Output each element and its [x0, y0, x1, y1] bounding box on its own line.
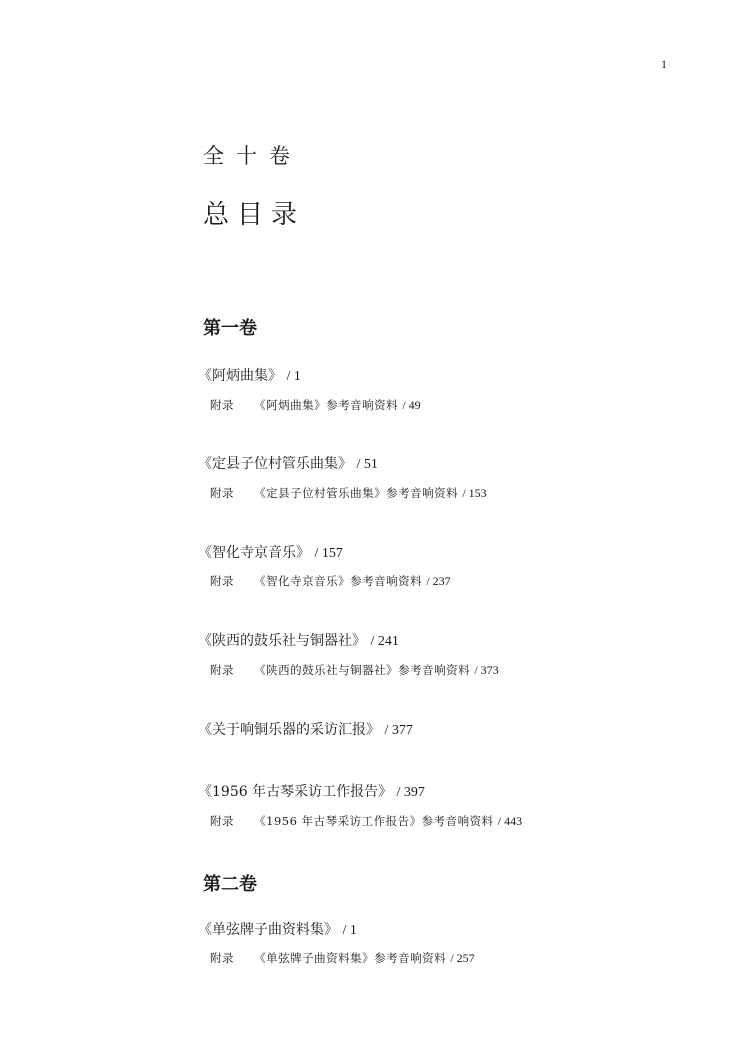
appendix-label: 附录 [210, 574, 234, 588]
entry-title-text: 《智化寺京音乐》 [198, 545, 310, 561]
entry-page: / 1 [342, 923, 357, 938]
toc-entry-title [198, 542, 343, 562]
toc-entry-appendix [210, 573, 451, 589]
toc-entry-title [198, 919, 357, 939]
entry-title-text: 《定县子位村管乐曲集》 [198, 456, 352, 472]
toc-entry-appendix [210, 485, 487, 501]
toc-entry-appendix [210, 950, 475, 966]
appendix-text: 《陕西的鼓乐社与铜器社》参考音响资料 [254, 663, 471, 677]
appendix-text: 《单弦牌子曲资料集》参考音响资料 [254, 951, 447, 965]
entry-page: / 397 [396, 785, 425, 800]
appendix-label: 附录 [210, 486, 234, 500]
heading-main: 总目录 [203, 200, 306, 230]
entry-title-text: 《陕西的鼓乐社与铜器社》 [198, 633, 366, 649]
toc-entry-title [198, 781, 425, 801]
toc-entry-title [198, 630, 399, 650]
appendix-page: / 153 [462, 486, 487, 500]
heading-top: 全十卷 [203, 144, 302, 168]
entry-title-text: 《1956 年古琴采访工作报告》 [198, 784, 393, 800]
appendix-text: 《智化寺京音乐》参考音响资料 [254, 574, 423, 588]
appendix-label: 附录 [210, 663, 234, 677]
appendix-text: 《阿炳曲集》参考音响资料 [254, 398, 399, 412]
toc-entry-appendix [210, 397, 421, 413]
appendix-page: / 49 [402, 398, 421, 412]
toc-entry-appendix [210, 813, 522, 829]
toc-entry-appendix [210, 662, 499, 678]
toc-entry-title [198, 365, 301, 385]
entry-page: / 157 [314, 546, 343, 561]
entry-title-text: 《阿炳曲集》 [198, 368, 282, 384]
appendix-label: 附录 [210, 951, 234, 965]
entry-page: / 241 [370, 634, 399, 649]
appendix-label: 附录 [210, 814, 234, 828]
appendix-page: / 257 [450, 951, 475, 965]
appendix-text: 《1956 年古琴采访工作报告》参考音响资料 [254, 814, 494, 828]
appendix-page: / 237 [426, 574, 451, 588]
toc-entry-title [198, 719, 413, 739]
toc-entry-title [198, 453, 378, 473]
appendix-text: 《定县子位村管乐曲集》参考音响资料 [254, 486, 459, 500]
volume-title: 第一卷 [203, 318, 257, 339]
appendix-label: 附录 [210, 398, 234, 412]
appendix-page: / 443 [497, 814, 523, 828]
entry-page: / 1 [286, 369, 301, 384]
entry-title-text: 《单弦牌子曲资料集》 [198, 922, 338, 938]
entry-title-text: 《关于响铜乐器的采访汇报》 [198, 722, 380, 738]
page-number: 1 [661, 57, 667, 71]
volume-title: 第二卷 [203, 874, 257, 895]
entry-page: / 377 [384, 723, 413, 738]
appendix-page: / 373 [474, 663, 499, 677]
entry-page: / 51 [356, 457, 378, 472]
